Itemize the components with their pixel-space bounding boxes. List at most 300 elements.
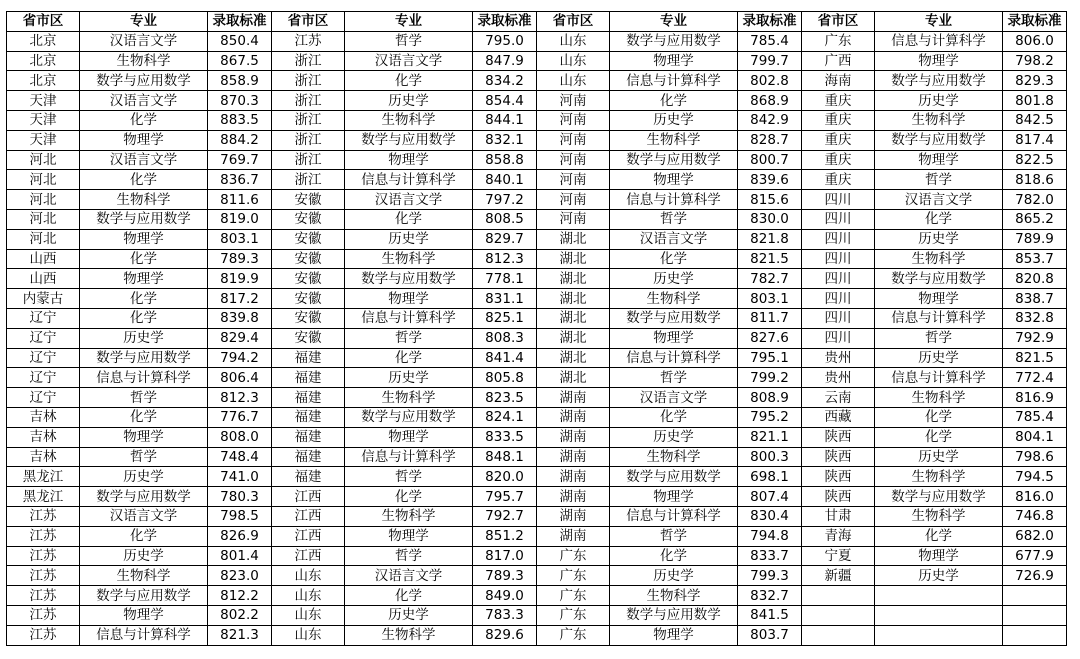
province-cell: 湖南 — [537, 506, 610, 526]
province-cell: 浙江 — [272, 91, 345, 111]
province-cell: 山东 — [272, 566, 345, 586]
province-cell: 山东 — [272, 605, 345, 625]
major-cell: 数学与应用数学 — [875, 487, 1003, 507]
score-cell: 824.1 — [473, 407, 537, 427]
province-cell: 湖南 — [537, 487, 610, 507]
major-cell: 化学 — [875, 209, 1003, 229]
table-row — [7, 110, 1067, 130]
score-cell: 853.7 — [1003, 249, 1067, 269]
table-row — [7, 289, 1067, 309]
major-cell: 数学与应用数学 — [345, 407, 473, 427]
province-cell: 河南 — [537, 130, 610, 150]
province-cell: 广东 — [537, 586, 610, 606]
province-cell: 河北 — [7, 229, 80, 249]
province-cell: 浙江 — [272, 130, 345, 150]
major-cell: 哲学 — [345, 546, 473, 566]
major-cell: 生物科学 — [80, 190, 208, 210]
major-cell: 生物科学 — [345, 388, 473, 408]
score-cell: 789.9 — [1003, 229, 1067, 249]
score-cell: 825.1 — [473, 308, 537, 328]
score-cell: 778.1 — [473, 269, 537, 289]
province-cell: 江西 — [272, 526, 345, 546]
province-cell: 北京 — [7, 31, 80, 51]
table-row — [7, 150, 1067, 170]
score-cell: 801.4 — [208, 546, 272, 566]
major-cell: 物理学 — [610, 625, 738, 645]
score-cell: 772.4 — [1003, 368, 1067, 388]
province-cell: 陕西 — [802, 467, 875, 487]
major-cell: 化学 — [345, 487, 473, 507]
province-cell: 山西 — [7, 269, 80, 289]
province-cell: 湖北 — [537, 289, 610, 309]
major-cell: 生物科学 — [345, 249, 473, 269]
province-cell: 内蒙古 — [7, 289, 80, 309]
score-cell: 839.8 — [208, 308, 272, 328]
table-row — [7, 31, 1067, 51]
province-cell: 山东 — [537, 71, 610, 91]
score-cell: 812.2 — [208, 586, 272, 606]
major-cell: 化学 — [80, 110, 208, 130]
table-row — [7, 566, 1067, 586]
column-header-province: 省市区 — [537, 12, 610, 32]
province-cell: 四川 — [802, 229, 875, 249]
major-cell: 物理学 — [345, 289, 473, 309]
major-cell: 化学 — [80, 170, 208, 190]
major-cell: 信息与计算科学 — [80, 625, 208, 645]
score-cell: 841.4 — [473, 348, 537, 368]
score-cell: 842.9 — [738, 110, 802, 130]
score-cell: 823.0 — [208, 566, 272, 586]
major-cell: 数学与应用数学 — [80, 487, 208, 507]
major-cell: 哲学 — [80, 447, 208, 467]
score-cell: 841.5 — [738, 605, 802, 625]
score-cell: 850.4 — [208, 31, 272, 51]
score-cell: 821.5 — [1003, 348, 1067, 368]
major-cell: 化学 — [345, 71, 473, 91]
major-cell: 历史学 — [875, 91, 1003, 111]
major-cell: 生物科学 — [875, 388, 1003, 408]
score-cell: 840.1 — [473, 170, 537, 190]
province-cell: 安徽 — [272, 190, 345, 210]
province-cell: 浙江 — [272, 170, 345, 190]
major-cell: 哲学 — [610, 368, 738, 388]
major-cell: 化学 — [610, 546, 738, 566]
province-cell: 新疆 — [802, 566, 875, 586]
province-cell: 重庆 — [802, 150, 875, 170]
major-cell: 数学与应用数学 — [345, 130, 473, 150]
province-cell: 河北 — [7, 150, 80, 170]
major-cell: 化学 — [610, 249, 738, 269]
score-cell: 795.0 — [473, 31, 537, 51]
province-cell — [802, 586, 875, 606]
score-cell: 816.9 — [1003, 388, 1067, 408]
province-cell: 山东 — [272, 586, 345, 606]
score-cell: 884.2 — [208, 130, 272, 150]
score-cell — [1003, 625, 1067, 645]
province-cell: 福建 — [272, 368, 345, 388]
table-row — [7, 625, 1067, 645]
score-cell: 858.8 — [473, 150, 537, 170]
score-cell: 780.3 — [208, 487, 272, 507]
province-cell: 贵州 — [802, 348, 875, 368]
column-header-major: 专业 — [345, 12, 473, 32]
score-cell: 829.7 — [473, 229, 537, 249]
major-cell: 数学与应用数学 — [875, 269, 1003, 289]
score-cell: 832.8 — [1003, 308, 1067, 328]
score-cell: 818.6 — [1003, 170, 1067, 190]
score-cell: 868.9 — [738, 91, 802, 111]
major-cell: 历史学 — [875, 447, 1003, 467]
major-cell: 汉语言文学 — [345, 51, 473, 71]
table-row — [7, 546, 1067, 566]
score-cell: 807.4 — [738, 487, 802, 507]
province-cell: 湖北 — [537, 328, 610, 348]
score-cell: 811.6 — [208, 190, 272, 210]
major-cell: 化学 — [345, 348, 473, 368]
province-cell: 吉林 — [7, 407, 80, 427]
major-cell: 化学 — [875, 407, 1003, 427]
score-cell: 821.1 — [738, 427, 802, 447]
province-cell: 福建 — [272, 447, 345, 467]
score-cell: 830.0 — [738, 209, 802, 229]
column-header-province: 省市区 — [7, 12, 80, 32]
major-cell: 哲学 — [345, 31, 473, 51]
score-cell: 794.2 — [208, 348, 272, 368]
major-cell: 生物科学 — [875, 249, 1003, 269]
major-cell: 生物科学 — [610, 289, 738, 309]
major-cell: 信息与计算科学 — [610, 71, 738, 91]
score-cell: 799.2 — [738, 368, 802, 388]
province-cell: 四川 — [802, 269, 875, 289]
table-row — [7, 526, 1067, 546]
province-cell: 广西 — [802, 51, 875, 71]
province-cell: 北京 — [7, 71, 80, 91]
province-cell: 湖南 — [537, 427, 610, 447]
table-row — [7, 427, 1067, 447]
score-cell: 820.8 — [1003, 269, 1067, 289]
province-cell: 重庆 — [802, 110, 875, 130]
major-cell: 汉语言文学 — [80, 150, 208, 170]
province-cell: 浙江 — [272, 110, 345, 130]
score-cell: 833.5 — [473, 427, 537, 447]
table-row — [7, 269, 1067, 289]
province-cell: 辽宁 — [7, 368, 80, 388]
province-cell: 山西 — [7, 249, 80, 269]
major-cell: 信息与计算科学 — [80, 368, 208, 388]
score-cell: 831.1 — [473, 289, 537, 309]
province-cell: 山东 — [272, 625, 345, 645]
major-cell: 物理学 — [80, 605, 208, 625]
score-cell: 792.9 — [1003, 328, 1067, 348]
province-cell: 浙江 — [272, 51, 345, 71]
table-row — [7, 190, 1067, 210]
province-cell: 重庆 — [802, 130, 875, 150]
score-cell: 808.3 — [473, 328, 537, 348]
major-cell: 物理学 — [610, 487, 738, 507]
table-row — [7, 229, 1067, 249]
province-cell: 浙江 — [272, 71, 345, 91]
province-cell: 河南 — [537, 110, 610, 130]
score-cell: 785.4 — [1003, 407, 1067, 427]
score-cell: 802.2 — [208, 605, 272, 625]
province-cell: 江西 — [272, 487, 345, 507]
province-cell: 河南 — [537, 209, 610, 229]
score-cell: 726.9 — [1003, 566, 1067, 586]
major-cell: 数学与应用数学 — [610, 308, 738, 328]
major-cell: 物理学 — [875, 150, 1003, 170]
score-cell: 867.5 — [208, 51, 272, 71]
major-cell: 历史学 — [345, 605, 473, 625]
province-cell: 湖南 — [537, 467, 610, 487]
score-cell: 815.6 — [738, 190, 802, 210]
score-cell: 832.1 — [473, 130, 537, 150]
province-cell: 四川 — [802, 249, 875, 269]
column-header-major: 专业 — [80, 12, 208, 32]
major-cell: 哲学 — [875, 328, 1003, 348]
score-cell: 826.9 — [208, 526, 272, 546]
province-cell: 黑龙江 — [7, 467, 80, 487]
major-cell: 化学 — [80, 289, 208, 309]
score-cell: 800.7 — [738, 150, 802, 170]
score-cell: 698.1 — [738, 467, 802, 487]
province-cell: 湖北 — [537, 368, 610, 388]
major-cell: 生物科学 — [875, 506, 1003, 526]
province-cell: 江苏 — [7, 566, 80, 586]
score-cell: 817.2 — [208, 289, 272, 309]
major-cell: 哲学 — [345, 467, 473, 487]
major-cell: 物理学 — [875, 546, 1003, 566]
major-cell: 化学 — [80, 249, 208, 269]
score-cell: 799.3 — [738, 566, 802, 586]
major-cell: 物理学 — [875, 51, 1003, 71]
major-cell: 信息与计算科学 — [875, 368, 1003, 388]
score-cell: 682.0 — [1003, 526, 1067, 546]
score-cell: 805.8 — [473, 368, 537, 388]
score-cell: 776.7 — [208, 407, 272, 427]
province-cell: 宁夏 — [802, 546, 875, 566]
major-cell: 历史学 — [875, 348, 1003, 368]
major-cell: 物理学 — [80, 130, 208, 150]
score-cell: 844.1 — [473, 110, 537, 130]
major-cell: 数学与应用数学 — [610, 467, 738, 487]
score-cell: 795.7 — [473, 487, 537, 507]
score-cell: 839.6 — [738, 170, 802, 190]
header-row — [7, 12, 1067, 32]
major-cell: 信息与计算科学 — [610, 506, 738, 526]
column-header-score: 录取标准 — [208, 12, 272, 32]
province-cell: 江苏 — [7, 546, 80, 566]
major-cell: 化学 — [345, 209, 473, 229]
province-cell: 西藏 — [802, 407, 875, 427]
score-cell: 858.9 — [208, 71, 272, 91]
major-cell: 信息与计算科学 — [875, 31, 1003, 51]
score-cell: 808.5 — [473, 209, 537, 229]
province-cell: 河北 — [7, 170, 80, 190]
table-row — [7, 308, 1067, 328]
major-cell: 历史学 — [345, 229, 473, 249]
table-row — [7, 348, 1067, 368]
province-cell: 湖南 — [537, 526, 610, 546]
score-cell: 819.0 — [208, 209, 272, 229]
province-cell: 河南 — [537, 190, 610, 210]
province-cell — [802, 625, 875, 645]
province-cell: 河北 — [7, 209, 80, 229]
score-cell: 804.1 — [1003, 427, 1067, 447]
score-cell: 838.7 — [1003, 289, 1067, 309]
column-header-province: 省市区 — [802, 12, 875, 32]
major-cell: 物理学 — [610, 328, 738, 348]
major-cell: 汉语言文学 — [345, 190, 473, 210]
major-cell: 历史学 — [80, 546, 208, 566]
province-cell: 广东 — [537, 566, 610, 586]
province-cell: 广东 — [537, 605, 610, 625]
major-cell: 数学与应用数学 — [80, 71, 208, 91]
province-cell: 湖南 — [537, 447, 610, 467]
province-cell: 四川 — [802, 308, 875, 328]
province-cell: 江苏 — [7, 506, 80, 526]
province-cell: 广东 — [537, 546, 610, 566]
major-cell: 汉语言文学 — [80, 506, 208, 526]
major-cell: 物理学 — [80, 269, 208, 289]
major-cell: 生物科学 — [610, 447, 738, 467]
province-cell: 四川 — [802, 209, 875, 229]
score-cell — [1003, 586, 1067, 606]
major-cell: 物理学 — [80, 427, 208, 447]
province-cell: 湖南 — [537, 407, 610, 427]
major-cell: 历史学 — [80, 467, 208, 487]
major-cell: 历史学 — [610, 110, 738, 130]
score-cell: 821.8 — [738, 229, 802, 249]
province-cell: 云南 — [802, 388, 875, 408]
major-cell: 历史学 — [80, 328, 208, 348]
score-cell: 822.5 — [1003, 150, 1067, 170]
table-row — [7, 368, 1067, 388]
province-cell: 吉林 — [7, 427, 80, 447]
province-cell: 四川 — [802, 328, 875, 348]
major-cell: 历史学 — [610, 269, 738, 289]
score-cell: 851.2 — [473, 526, 537, 546]
score-cell: 798.2 — [1003, 51, 1067, 71]
major-cell: 物理学 — [345, 150, 473, 170]
admission-score-table — [6, 11, 1067, 646]
province-cell: 江苏 — [7, 586, 80, 606]
major-cell — [875, 586, 1003, 606]
major-cell: 数学与应用数学 — [80, 348, 208, 368]
major-cell: 生物科学 — [80, 566, 208, 586]
score-cell: 834.2 — [473, 71, 537, 91]
province-cell: 陕西 — [802, 427, 875, 447]
column-header-score: 录取标准 — [1003, 12, 1067, 32]
province-cell: 青海 — [802, 526, 875, 546]
score-cell: 811.7 — [738, 308, 802, 328]
province-cell: 福建 — [272, 388, 345, 408]
major-cell: 信息与计算科学 — [875, 308, 1003, 328]
major-cell: 汉语言文学 — [80, 31, 208, 51]
province-cell: 江苏 — [7, 605, 80, 625]
score-cell: 832.7 — [738, 586, 802, 606]
major-cell: 数学与应用数学 — [610, 150, 738, 170]
province-cell: 山东 — [537, 51, 610, 71]
score-cell: 823.5 — [473, 388, 537, 408]
score-cell: 854.4 — [473, 91, 537, 111]
province-cell: 甘肃 — [802, 506, 875, 526]
score-cell: 865.2 — [1003, 209, 1067, 229]
score-cell: 883.5 — [208, 110, 272, 130]
major-cell: 生物科学 — [875, 467, 1003, 487]
score-cell: 833.7 — [738, 546, 802, 566]
column-header-major: 专业 — [610, 12, 738, 32]
score-cell: 783.3 — [473, 605, 537, 625]
table-row — [7, 51, 1067, 71]
score-cell: 829.3 — [1003, 71, 1067, 91]
table-row — [7, 388, 1067, 408]
score-cell: 821.5 — [738, 249, 802, 269]
score-cell: 795.2 — [738, 407, 802, 427]
major-cell: 数学与应用数学 — [80, 586, 208, 606]
score-cell: 806.0 — [1003, 31, 1067, 51]
province-cell: 重庆 — [802, 91, 875, 111]
score-cell: 803.1 — [738, 289, 802, 309]
province-cell: 安徽 — [272, 229, 345, 249]
score-cell: 836.7 — [208, 170, 272, 190]
province-cell: 辽宁 — [7, 328, 80, 348]
score-cell: 828.7 — [738, 130, 802, 150]
score-cell: 794.8 — [738, 526, 802, 546]
major-cell: 生物科学 — [345, 110, 473, 130]
major-cell: 生物科学 — [610, 586, 738, 606]
province-cell: 安徽 — [272, 209, 345, 229]
major-cell: 生物科学 — [610, 130, 738, 150]
province-cell: 江苏 — [7, 526, 80, 546]
major-cell: 哲学 — [80, 388, 208, 408]
column-header-province: 省市区 — [272, 12, 345, 32]
major-cell: 生物科学 — [345, 506, 473, 526]
province-cell: 广东 — [802, 31, 875, 51]
province-cell: 湖北 — [537, 269, 610, 289]
score-cell — [1003, 605, 1067, 625]
score-cell: 797.2 — [473, 190, 537, 210]
major-cell: 哲学 — [875, 170, 1003, 190]
major-cell: 物理学 — [345, 427, 473, 447]
admission-score-table-container — [6, 11, 1067, 646]
table-row — [7, 487, 1067, 507]
score-cell: 848.1 — [473, 447, 537, 467]
table-row — [7, 605, 1067, 625]
major-cell: 哲学 — [345, 328, 473, 348]
major-cell: 数学与应用数学 — [610, 31, 738, 51]
score-cell: 803.7 — [738, 625, 802, 645]
score-cell: 820.0 — [473, 467, 537, 487]
province-cell: 河南 — [537, 91, 610, 111]
score-cell: 808.9 — [738, 388, 802, 408]
province-cell: 湖北 — [537, 348, 610, 368]
province-cell: 福建 — [272, 427, 345, 447]
table-row — [7, 91, 1067, 111]
major-cell: 化学 — [875, 427, 1003, 447]
province-cell: 天津 — [7, 110, 80, 130]
major-cell: 哲学 — [610, 526, 738, 546]
score-cell: 821.3 — [208, 625, 272, 645]
province-cell: 安徽 — [272, 269, 345, 289]
major-cell: 数学与应用数学 — [345, 269, 473, 289]
major-cell: 化学 — [610, 407, 738, 427]
score-cell: 816.0 — [1003, 487, 1067, 507]
score-cell: 800.3 — [738, 447, 802, 467]
score-cell: 782.7 — [738, 269, 802, 289]
province-cell: 福建 — [272, 407, 345, 427]
province-cell: 陕西 — [802, 447, 875, 467]
score-cell: 812.3 — [208, 388, 272, 408]
